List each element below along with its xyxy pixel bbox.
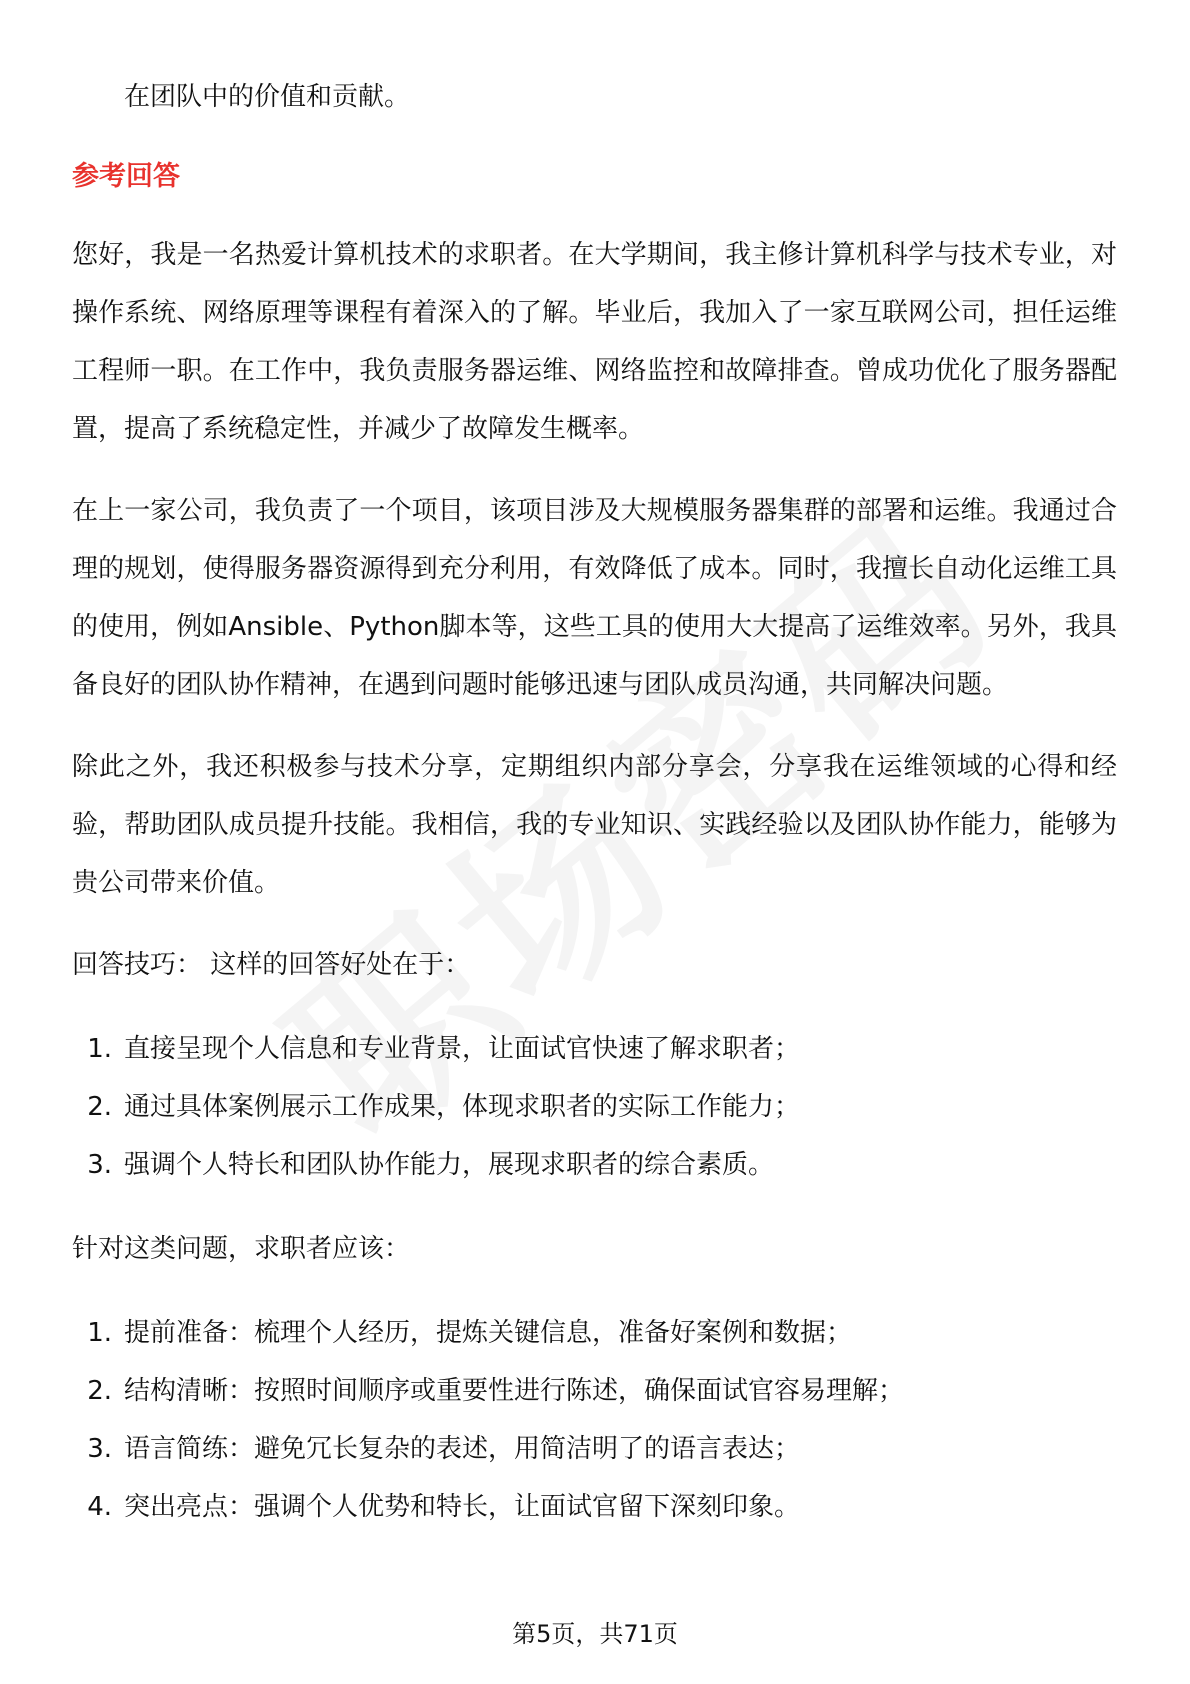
- list-item-text: 结构清晰：按照时间顺序或重要性进行陈述，确保面试官容易理解；: [124, 1376, 905, 1406]
- list-item-number: 3.: [87, 1150, 112, 1180]
- list-item-text: 提前准备：梳理个人经历，提炼关键信息，准备好案例和数据；: [124, 1318, 853, 1348]
- answer-paragraph-3: 除此之外，我还积极参与技术分享，定期组织内部分享会，分享我在运维领域的心得和经验，帮助团队成员提升技能。我相信，我的专业知识、实践经验以及团队协作能力，能够为贵公司带来价值。: [72, 752, 1117, 898]
- answer-paragraph-1: 您好，我是一名热爱计算机技术的求职者。在大学期间，我主修计算机科学与技术专业，对操作系统、网络原理等课程有着深入的了解。毕业后，我加入了一家互联网公司，担任运维工程师一职。在工作中，我负责服务器运维、网络监控和故障排查。曾成功优化了服务器配置，提高了系统稳定性，并减少了故障发生概率。: [72, 240, 1117, 444]
- list-item-text: 通过具体案例展示工作成果，体现求职者的实际工作能力；: [124, 1092, 801, 1122]
- list-item: [72, 1478, 1117, 1536]
- list-item-number: 3.: [87, 1434, 112, 1464]
- tips-label: 回答技巧： 这样的回答好处在于：: [72, 950, 471, 980]
- list-item-number: 1.: [87, 1318, 112, 1348]
- continuation-text: 在团队中的价值和贡献。: [124, 82, 411, 112]
- list-item-number: 4.: [87, 1492, 112, 1522]
- page-content: [72, 68, 1117, 1562]
- list-item-text: 直接呈现个人信息和专业背景，让面试官快速了解求职者；: [124, 1034, 801, 1064]
- list-item: [72, 1078, 1117, 1136]
- answer-paragraph-2: 在上一家公司，我负责了一个项目，该项目涉及大规模服务器集群的部署和运维。我通过合理的规划，使得服务器资源得到充分利用，有效降低了成本。同时，我擅长自动化运维工具的使用，例如Ansible、Python脚本等，这些工具的使用大大提高了运维效率。另外，我具备良好的团队协作精神，在遇到问题时能够迅速与团队成员沟通，共同解决问题。: [72, 496, 1117, 700]
- list-item: [72, 1362, 1117, 1420]
- list-item-text: 突出亮点：强调个人优势和特长，让面试官留下深刻印象。: [124, 1492, 801, 1522]
- list-item: [72, 1420, 1117, 1478]
- list-item-number: 1.: [87, 1034, 112, 1064]
- list-item: [72, 1020, 1117, 1078]
- tips-list: [72, 1020, 1117, 1194]
- list-item-text: 语言简练：避免冗长复杂的表述，用简洁明了的语言表达；: [124, 1434, 801, 1464]
- list-item-number: 2.: [87, 1092, 112, 1122]
- advice-list: [72, 1304, 1117, 1536]
- section-heading: 参考回答: [72, 161, 180, 192]
- page-footer: 第5页，共71页: [512, 1620, 678, 1648]
- list-item: [72, 1136, 1117, 1194]
- advice-label: 针对这类问题，求职者应该：: [72, 1234, 411, 1264]
- list-item-number: 2.: [87, 1376, 112, 1406]
- list-item: [72, 1304, 1117, 1362]
- list-item-text: 强调个人特长和团队协作能力，展现求职者的综合素质。: [124, 1150, 775, 1180]
